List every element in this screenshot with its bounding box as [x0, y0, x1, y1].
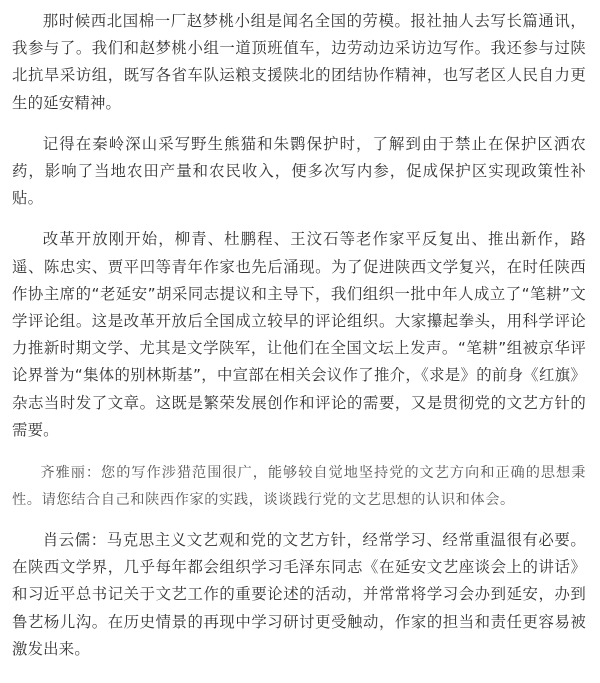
paragraph-panda-protection: 记得在秦岭深山采写野生熊猫和朱鹮保护时，了解到由于禁止在保护区洒农药，影响了当地农田产量和农民收入，便多次写内参，促成保护区实现政策性补贴。 [12, 134, 586, 208]
paragraph-cotton-mill: 那时候西北国棉一厂赵梦桃小组是闻名全国的劳模。报社抽人去写长篇通讯，我参与了。我们和赵梦桃小组一道顶班值车，边劳动边采访边写作。我还参与过陕北抗旱采访组，既写各省车队运粮支援陕北的团结协作精神，也写老区人民自力更生的延安精神。 [12, 12, 586, 112]
paragraph-bigeng-group: 改革开放刚开始，柳青、杜鹏程、王汶石等老作家平反复出、推出新作，路遥、陈忠实、贾平凹等青年作家也先后涌现。为了促进陕西文学复兴，在时任陕西作协主席的“老延安”胡采同志提议和主导下，我们组织一批中年人成立了“笔耕”文学评论组。这是改革开放后全国成立较早的评论组织。大家攥起拳头，用科学评论力推新时期文学、尤其是文学陕军，让他们在全国文坛上发声。“笔耕”组被京华评论界誉为“集体的别林斯基”，中宣部在相关会议作了推介，《求是》的前身《红旗》杂志当时发了文章。这既是繁荣发展创作和评论的需要，又是贯彻党的文艺方针的需要。 [12, 230, 586, 439]
interview-question: 齐雅丽：您的写作涉猎范围很广，能够较自觉地坚持党的文艺方向和正确的思想秉性。请您结合自己和陕西作家的实践，谈谈践行党的文艺思想的认识和体会。 [12, 465, 586, 508]
interview-answer: 肖云儒：马克思主义文艺观和党的文艺方针，经常学习、经常重温很有必要。在陕西文学界，几乎每年都会组织学习毛泽东同志《在延安文艺座谈会上的讲话》和习近平总书记关于文艺工作的重要论述的活动，并常常将学习会办到延安，办到鲁艺杨儿沟。在历史情景的再现中学习研讨更受触动，作家的担当和责任更容易被激发出来。 [12, 531, 586, 658]
